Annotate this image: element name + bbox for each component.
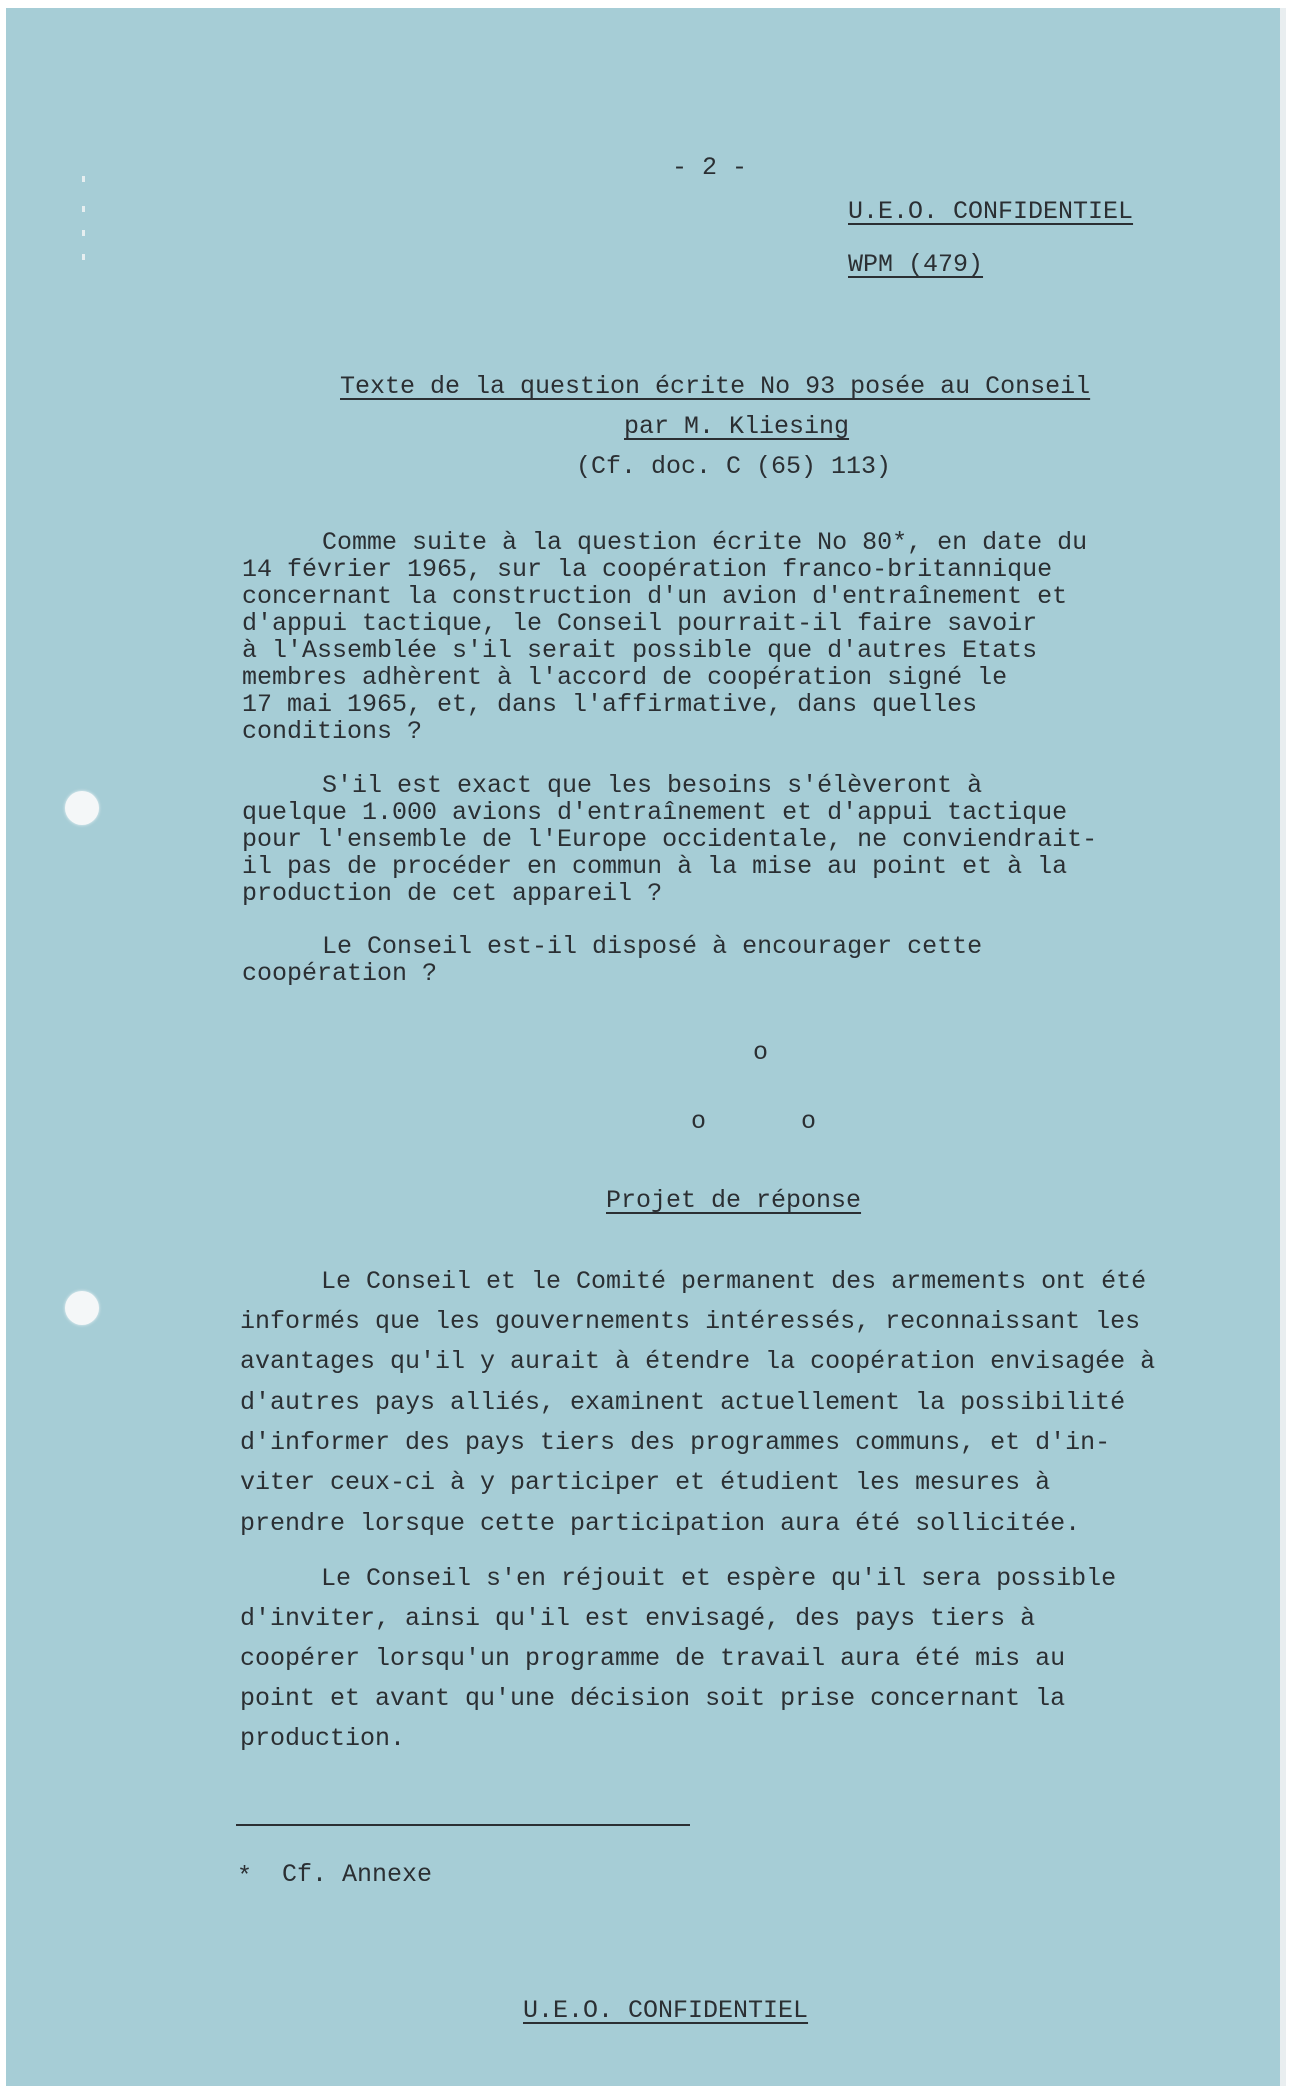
text-line: d'informer des pays tiers des programmes communs, et d'in- <box>240 1428 1111 1457</box>
text-line: Le Conseil et le Comité permanent des armements ont été <box>321 1267 1147 1296</box>
text-line: coopération ? <box>242 959 438 988</box>
page-number: - 2 - <box>672 153 748 182</box>
text-line: Le Conseil est-il disposé à encourager cette <box>322 932 983 961</box>
text-line: viter ceux-ci à y participer et étudient les mesures à <box>240 1468 1051 1497</box>
text-line: informés que les gouvernements intéressés, reconnaissant les <box>240 1307 1141 1336</box>
text-line: quelque 1.000 avions d'entraînement et d'appui tactique <box>242 798 1068 827</box>
separator-mark-left: o <box>691 1107 707 1136</box>
classification-footer: U.E.O. CONFIDENTIEL <box>523 1996 809 2025</box>
footnote-marker: * <box>237 1862 253 1891</box>
text-line: d'autres pays alliés, examinent actuellement la possibilité <box>240 1388 1126 1417</box>
text-line: 17 mai 1965, et, dans l'affirmative, dans quelles <box>242 690 978 719</box>
question-title-line2: par M. Kliesing <box>624 412 850 441</box>
punch-hole-bottom <box>65 1291 99 1325</box>
text-line: à l'Assemblée s'il serait possible que d'autres Etats <box>242 636 1038 665</box>
margin-mark <box>82 230 85 236</box>
footnote-rule <box>236 1824 690 1826</box>
text-line: prendre lorsque cette participation aura été sollicitée. <box>240 1509 1081 1538</box>
text-line: d'inviter, ainsi qu'il est envisagé, des pays tiers à <box>240 1604 1036 1633</box>
separator-mark-right: o <box>801 1107 817 1136</box>
punch-hole-top <box>65 791 99 825</box>
question-title-reference: (Cf. doc. C (65) 113) <box>576 452 892 481</box>
text-line: production de cet appareil ? <box>242 879 663 908</box>
text-line: Comme suite à la question écrite No 80*, en date du <box>322 528 1088 557</box>
text-line: point et avant qu'une décision soit prise concernant la <box>240 1684 1066 1713</box>
classification-header: U.E.O. CONFIDENTIEL <box>848 197 1134 226</box>
text-line: conditions ? <box>242 717 423 746</box>
margin-mark <box>82 206 85 212</box>
separator-mark-top: o <box>753 1038 769 1067</box>
text-line: d'appui tactique, le Conseil pourrait-il faire savoir <box>242 609 1038 638</box>
margin-mark <box>82 176 85 182</box>
text-line: Le Conseil s'en réjouit et espère qu'il sera possible <box>321 1564 1117 1593</box>
text-line: coopérer lorsqu'un programme de travail aura été mis au <box>240 1644 1066 1673</box>
text-line: 14 février 1965, sur la coopération franco-britannique <box>242 555 1053 584</box>
question-title-line1: Texte de la question écrite No 93 posée au Conseil <box>340 372 1091 401</box>
footnote-text: Cf. Annexe <box>282 1860 433 1889</box>
text-line: S'il est exact que les besoins s'élèveront à <box>322 771 983 800</box>
text-line: concernant la construction d'un avion d'entraînement et <box>242 582 1068 611</box>
document-page <box>6 8 1286 2086</box>
margin-mark <box>82 254 85 260</box>
document-reference: WPM (479) <box>848 250 984 279</box>
text-line: il pas de procéder en commun à la mise au point et à la <box>242 852 1068 881</box>
reply-title: Projet de réponse <box>606 1186 862 1215</box>
text-line: avantages qu'il y aurait à étendre la coopération envisagée à <box>240 1347 1156 1376</box>
text-line: membres adhèrent à l'accord de coopération signé le <box>242 663 1008 692</box>
text-line: production. <box>240 1724 406 1753</box>
text-line: pour l'ensemble de l'Europe occidentale, ne conviendrait- <box>242 825 1098 854</box>
